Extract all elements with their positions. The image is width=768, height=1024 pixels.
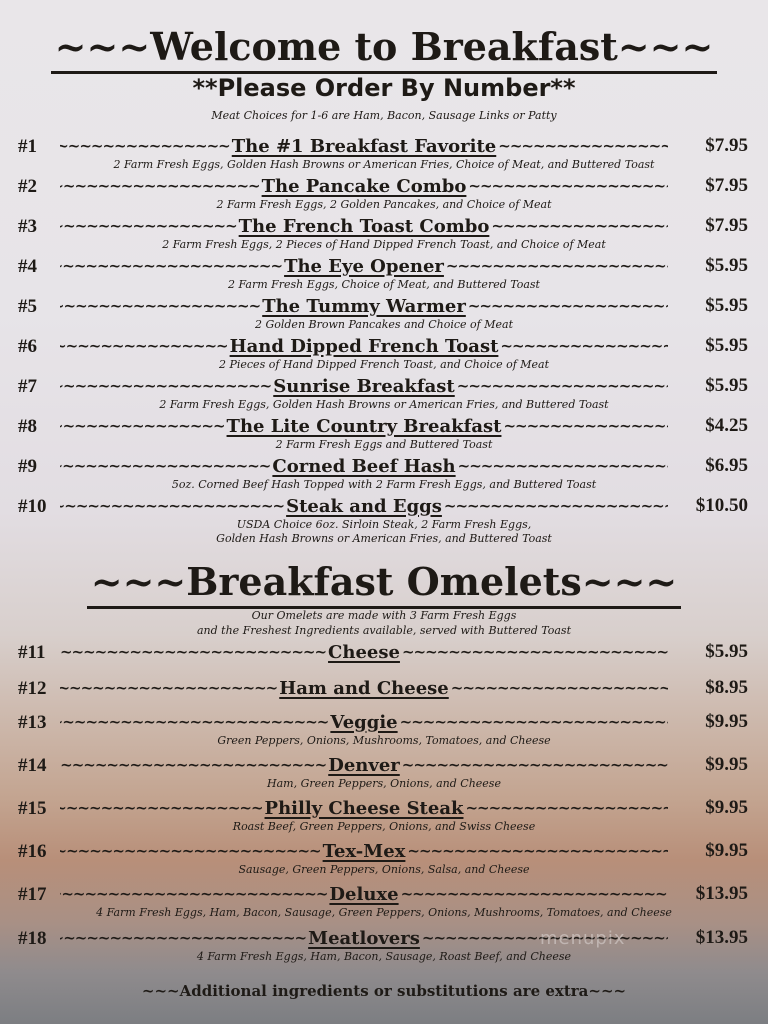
item-price: $5.95 <box>705 375 748 396</box>
item-name: The Eye Opener <box>284 255 444 277</box>
menu-item-14 <box>0 753 768 791</box>
item-number: #5 <box>18 296 37 317</box>
item-price: $7.95 <box>705 215 748 236</box>
item-price: $5.95 <box>705 335 748 356</box>
item-name: The #1 Breakfast Favorite <box>231 135 497 157</box>
menu-item-18 <box>0 926 768 964</box>
item-number: #16 <box>18 841 47 862</box>
menu-item-3 <box>0 214 768 252</box>
item-name: The Lite Country Breakfast <box>226 415 502 437</box>
item-name: Tex-Mex <box>322 840 406 862</box>
item-description: Sausage, Green Peppers, Onions, Salsa, and Cheese <box>238 863 530 876</box>
item-description: Green Peppers, Onions, Mushrooms, Tomatoes, and Cheese <box>217 734 551 747</box>
menu-item-7 <box>0 374 768 412</box>
item-name: Deluxe <box>329 883 399 905</box>
order-by-number: **Please Order By Number** <box>192 74 576 102</box>
omelets-note-2: and the Freshest Ingredients available, served with Buttered Toast <box>197 624 571 637</box>
omelets-note-1: Our Omelets are made with 3 Farm Fresh Eggs <box>251 609 517 622</box>
item-price: $10.50 <box>695 495 748 516</box>
item-description: 2 Farm Fresh Eggs, 2 Pieces of Hand Dipped French Toast, and Choice of Meat <box>162 238 606 251</box>
item-description: 2 Golden Brown Pancakes and Choice of Meat <box>254 318 514 331</box>
item-price: $9.95 <box>705 797 748 818</box>
menu-item-11 <box>0 640 768 664</box>
item-description: Ham, Green Peppers, Onions, and Cheese <box>267 777 501 790</box>
menu-item-17 <box>0 882 768 920</box>
item-description: 5oz. Corned Beef Hash Topped with 2 Farm Fresh Eggs, and Buttered Toast <box>171 478 597 491</box>
item-description-line2: Golden Hash Browns or American Fries, and Buttered Toast <box>216 532 552 545</box>
item-name: Meatlovers <box>308 927 420 949</box>
item-number: #13 <box>18 712 47 733</box>
item-description: Roast Beef, Green Peppers, Onions, and Swiss Cheese <box>232 820 536 833</box>
item-price: $6.95 <box>705 455 748 476</box>
menu-item-6 <box>0 334 768 372</box>
item-name: Hand Dipped French Toast <box>229 335 499 357</box>
extras-footer: ~~~Additional ingredients or substitutions are extra~~~ <box>141 982 627 1000</box>
menu-item-12 <box>0 676 768 700</box>
item-description: USDA Choice 6oz. Sirloin Steak, 2 Farm Fresh Eggs, <box>236 518 532 531</box>
item-number: #6 <box>18 336 37 357</box>
menu-item-8 <box>0 414 768 452</box>
item-number: #11 <box>18 642 46 663</box>
omelets-title <box>0 559 768 604</box>
menu-item-10 <box>0 494 768 546</box>
item-description: 2 Pieces of Hand Dipped French Toast, and Choice of Meat <box>218 358 550 371</box>
item-description: 2 Farm Fresh Eggs and Buttered Toast <box>275 438 493 451</box>
item-description: 2 Farm Fresh Eggs, Golden Hash Browns or American Fries, Choice of Meat, and Buttered Toast <box>113 158 655 171</box>
item-number: #3 <box>18 216 37 237</box>
item-number: #7 <box>18 376 37 397</box>
item-number: #4 <box>18 256 37 277</box>
item-number: #1 <box>18 136 37 157</box>
menu-item-15 <box>0 796 768 834</box>
item-name: Veggie <box>330 711 398 733</box>
menu-item-13 <box>0 710 768 748</box>
item-description: 2 Farm Fresh Eggs, 2 Golden Pancakes, and Choice of Meat <box>216 198 552 211</box>
item-name: Cheese <box>328 641 400 663</box>
item-price: $8.95 <box>705 677 748 698</box>
item-number: #15 <box>18 798 47 819</box>
item-name: Sunrise Breakfast <box>273 375 455 397</box>
item-price: $13.95 <box>695 883 748 904</box>
menu-item-4 <box>0 254 768 292</box>
breakfast-title <box>0 24 768 69</box>
item-name: Steak and Eggs <box>286 495 442 517</box>
item-number: #17 <box>18 884 47 905</box>
item-price: $9.95 <box>705 754 748 775</box>
item-name: The French Toast Combo <box>238 215 490 237</box>
item-number: #18 <box>18 928 47 949</box>
menu-item-5 <box>0 294 768 332</box>
item-number: #12 <box>18 678 47 699</box>
item-description: 4 Farm Fresh Eggs, Ham, Bacon, Sausage, Green Peppers, Onions, Mushrooms, Tomatoes, and Cheese <box>96 906 672 919</box>
item-name: The Pancake Combo <box>261 175 467 197</box>
breakfast-title-text: ~~~Welcome to Breakfast~~~ <box>51 24 718 74</box>
item-price: $9.95 <box>705 711 748 732</box>
item-price: $5.95 <box>705 641 748 662</box>
item-price: $5.95 <box>705 295 748 316</box>
item-name: Denver <box>328 754 400 776</box>
item-description: 2 Farm Fresh Eggs, Golden Hash Browns or American Fries, and Buttered Toast <box>159 398 609 411</box>
item-number: #8 <box>18 416 37 437</box>
menu-item-2 <box>0 174 768 212</box>
item-price: $9.95 <box>705 840 748 861</box>
item-description: 2 Farm Fresh Eggs, Choice of Meat, and Buttered Toast <box>228 278 540 291</box>
item-name: Philly Cheese Steak <box>264 797 464 819</box>
item-name: The Tummy Warmer <box>262 295 466 317</box>
item-price: $13.95 <box>695 927 748 948</box>
menu-item-16 <box>0 839 768 877</box>
item-name: Corned Beef Hash <box>272 455 456 477</box>
item-price: $5.95 <box>705 255 748 276</box>
item-number: #9 <box>18 456 37 477</box>
menu-item-1 <box>0 134 768 172</box>
menupix-watermark: menupix <box>540 928 626 949</box>
omelets-title-text: ~~~Breakfast Omelets~~~ <box>87 559 682 609</box>
item-price: $7.95 <box>705 175 748 196</box>
menu-item-9 <box>0 454 768 492</box>
item-number: #2 <box>18 176 37 197</box>
item-name: Ham and Cheese <box>279 677 449 699</box>
meat-choices-note: Meat Choices for 1-6 are Ham, Bacon, Sausage Links or Patty <box>211 109 557 122</box>
item-price: $7.95 <box>705 135 748 156</box>
item-description: 4 Farm Fresh Eggs, Ham, Bacon, Sausage, Roast Beef, and Cheese <box>196 950 572 963</box>
item-number: #10 <box>18 496 47 517</box>
item-price: $4.25 <box>705 415 748 436</box>
item-number: #14 <box>18 755 47 776</box>
